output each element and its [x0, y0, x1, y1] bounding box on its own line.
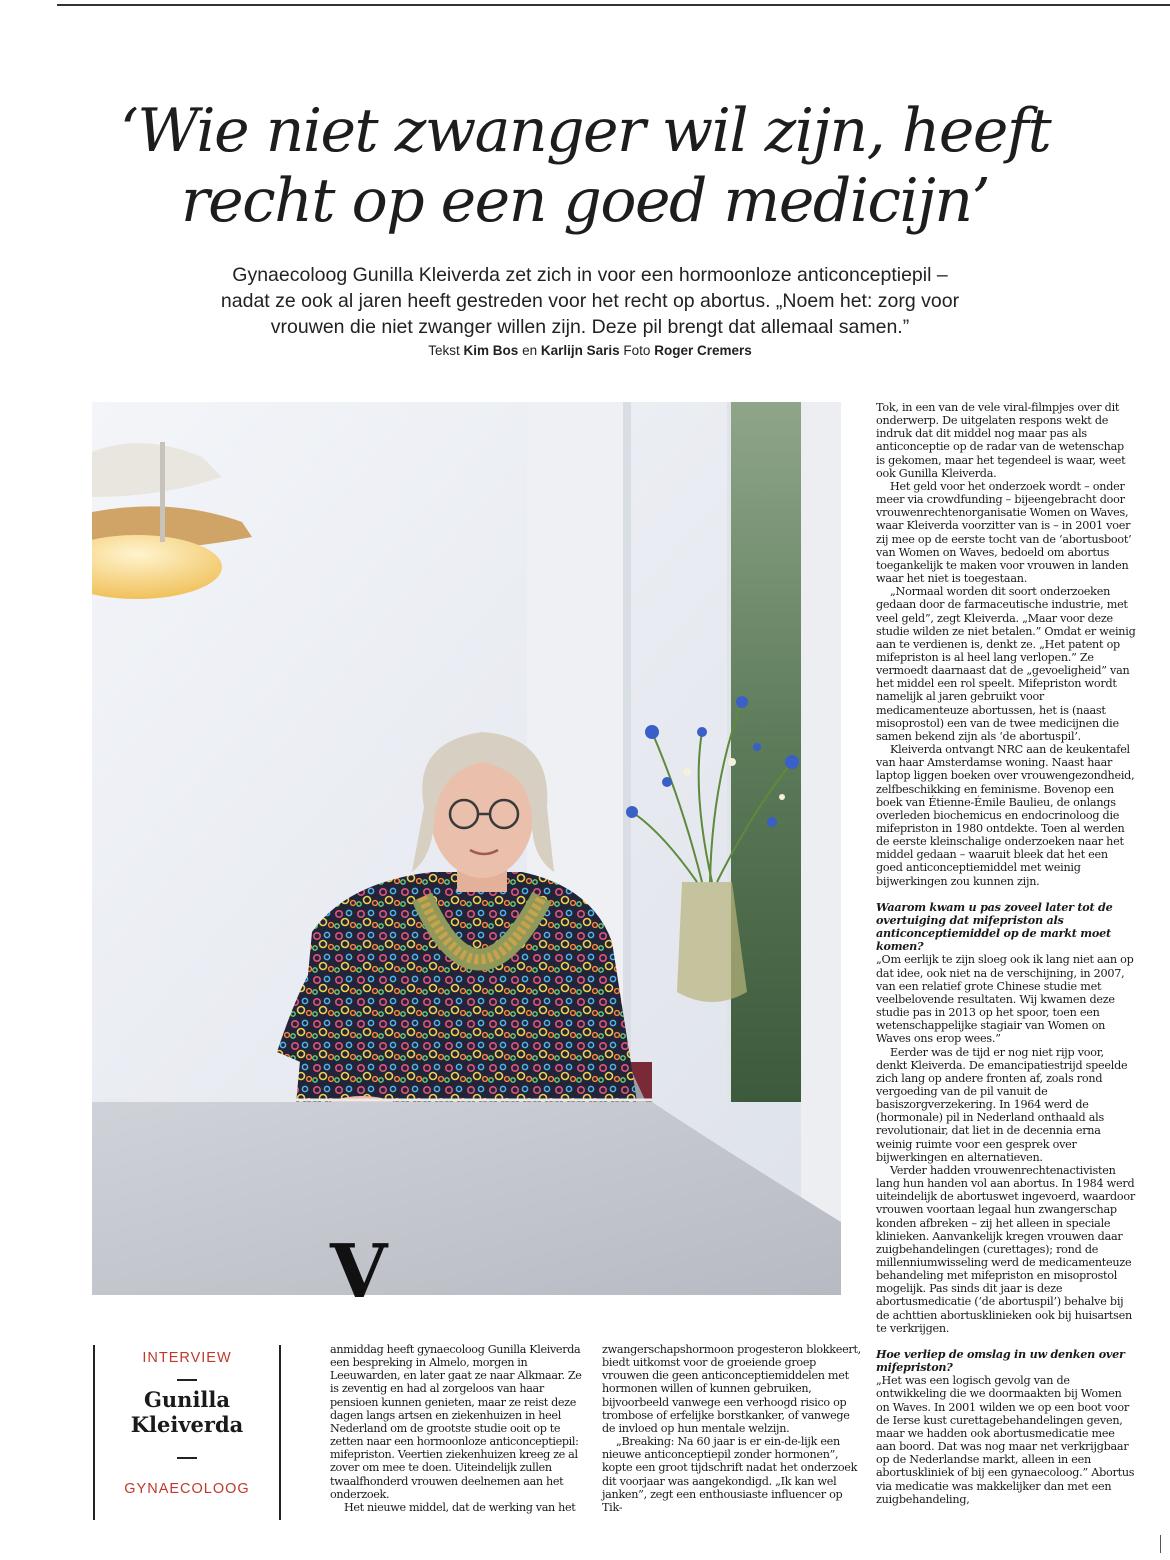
paragraph: Verder hadden vrouwenrechtenactivisten lang hun handen vol aan abortus. In 1984 werd uiteindelijk de abortuswet ingevoerd, waardoor vrouwen voortaan legaal hun zwangerschap konden afbreken – zij het alleen in speciale klinieken. Aanvankelijk kregen vrouwen daar zuigbehandelingen (curettages); rond de millenniumwisseling werd de medicamenteuze behandeling met mifepriston en misoprostol mogelijk. Pas sinds dit jaar is deze abortusmedicatie (‘de abortuspil’) behalve bij de achttien abortusklinieken ook bij huisartsen te verkrijgen. [876, 1163, 1135, 1335]
interview-sidebox [93, 1345, 281, 1520]
byline-photo-label: Foto [623, 343, 651, 358]
sidebox-dash-top [177, 1379, 197, 1381]
byline-text-label: Tekst [428, 343, 460, 358]
portrait-photo [92, 402, 841, 1295]
intro-lead: Gynaecoloog Gunilla Kleiverda zet zich in voor een hormoonloze anticonceptiepil – nadat ze ook al jaren heeft gestreden voor het recht op abortus. „Noem het: zorg voor vrouwen die niet zwanger willen zijn. Deze pil brengt dat allemaal samen.” [220, 264, 960, 338]
paragraph: „Het was een logisch gevolg van de ontwikkeling die we doormaakten bij Women on Waves. In 2001 wilden we op een boot voor de Ierse kust curettagebehandelingen geven, maar we hadden ook abortusmedicatie mee aan boord. Dat was nog maar net verkrijgbaar op de Nederlandse markt, alleen in een abortuskliniek of bij een gynaecoloog.” Abortus via medicatie was makkelijker dan met een zuigbehandeling, [876, 1374, 1135, 1506]
paragraph: „Om eerlijk te zijn sloeg ook ik lang niet aan op dat idee, ook niet na de verschijning, in 2007, van een relatief grote Chinese studie met veelbelovende resultaten. Wij kwamen deze studie pas in 2013 op het spoor, toen een wetenschappelijke stagiair van Women on Waves ons erop wees.” [876, 953, 1134, 1046]
column-1 [330, 1343, 592, 1514]
paragraph: Tok, in een van de vele viral-filmpjes over dit onderwerp. De uitgelaten respons wekt de indruk dat dit middel nog maar pas als anticonceptie op de radar van de wetenschap is gekomen, maar het tegendeel is waar, weet ook Gunilla Kleiverda. [876, 401, 1126, 480]
drop-cap: V [330, 1229, 388, 1315]
byline-photographer: Roger Cremers [654, 343, 752, 358]
column-2 [602, 1343, 865, 1514]
paragraph: anmiddag heeft gynaecoloog Gunilla Kleiverda een bespreking in Almelo, morgen in Leeuwarden, en later gaat ze naar Alkmaar. Ze is zeventig en had al zorgeloos van haar pensioen kunnen genieten, maar ze reist deze dagen langs artsen en ziekenhuizen in heel Nederland om de grootste studie ooit op te zetten naar een hormoonloze anticonceptiepil: mifepriston. Veertien ziekenhuizen kreeg ze al zover om mee te doen. Uiteindelijk zullen twaalfhonderd vrouwen deelnemen aan het onderzoek. [330, 1343, 582, 1501]
paragraph: „Breaking: Na 60 jaar is er ein-de-lijk een nieuwe anticonceptiepil zonder hormonen”, kopte een groot tijdschrift nadat het onderzoek dit voorjaar was aangekondigd. „Ik kan wel janken”, zegt een enthousiaste influencer op Tik- [602, 1435, 858, 1514]
byline-en: en [522, 343, 538, 358]
paragraph: zwangerschapshormoon progesteron blokkeert, biedt uitkomst voor de groeiende groep vrouwen die geen anticonceptiemiddelen met hormonen willen of kunnen gebruiken, bijvoorbeeld vanwege een verhoogd risico op trombose of erfelijke borstkanker, of vanwege de invloed op hun mentale welzijn. [602, 1343, 861, 1435]
sidebox-kicker: INTERVIEW [142, 1350, 232, 1366]
paragraph: Eerder was de tijd er nog niet rijp voor, denkt Kleiverda. De emancipatiestrijd speelde zich lang op andere fronten af, zoals rond vergoeding van de pil vanuit de basiszorgverzekering. In 1964 werd de (hormonale) pil in Nederland onthaald als revolutionair, dat liet in de decennia erna weinig ruimte voor een gesprek over bijwerkingen en alternatieven. [876, 1045, 1128, 1164]
byline-author-2: Karlijn Saris [540, 343, 620, 358]
top-rule [57, 4, 1170, 6]
paragraph: „Normaal worden dit soort onderzoeken gedaan door de farmaceutische industrie, met veel geld”, zegt Kleiverda. „Maar voor deze studie wilden ze niet betalen.” Omdat er weinig aan te verdienen is, denkt ze. „Het patent op mifepriston is al heel lang verlopen.” Ze vermoedt daarnaast dat de „gevoeligheid” van het middel een rol speelt. Mifepriston wordt namelijk al jaren gebruikt voor medicamenteuze abortussen, het is (naast misoprostol) een van de twee medicijnen die samen bekend zijn als ‘de abortuspil’. [876, 585, 1136, 743]
paragraph: Het geld voor het onderzoek wordt – onder meer via crowdfunding – bijeengebracht door vrouwenrechtenorganisatie Women on Waves, waar Kleiverda voorzitter van is – in 2001 voer zij mee op de eerste tocht van de ‘abortusboot’ van Women on Waves, bedoeld om abortus toegankelijk te maken voor vrouwen in landen waar het niet is toegestaan. [876, 479, 1132, 586]
headline: ‘Wie niet zwanger wil zijn, heeft recht op een goed medicijn’ [119, 96, 1051, 236]
paragraph: Kleiverda ontvangt NRC aan de keukentafel van haar Amsterdamse woning. Naast haar laptop liggen boeken over vrouwengezondheid, zelfbeschikking en feminisme. Bovenop een boek van Étienne-Émile Baulieu, de onlangs overleden biochemicus en endocrinoloog die mifepriston in 1980 ontdekte. Toen al werden de eerste kleinschalige onderzoeken naar het middel gedaan – waaruit bleek dat het een goed anticonceptiemiddel met weinig bijwerkingen zou kunnen zijn. [876, 743, 1135, 888]
paragraph: Het nieuwe middel, dat de werking van het [344, 1500, 576, 1514]
sidebox-role: GYNAECOLOOG [124, 1481, 250, 1497]
byline [300, 343, 880, 358]
interview-question: Waarom kwam u pas zoveel later tot de overtuiging dat mifepriston als anticonceptiemiddel op de markt moet komen? [876, 899, 1113, 954]
interview-question: Hoe verliep de omslag in uw denken over mifepriston? [876, 1346, 1125, 1375]
sidebox-name: Gunilla Kleiverda [130, 1387, 244, 1437]
sidebox-dash-bottom [177, 1457, 197, 1459]
byline-author-1: Kim Bos [463, 343, 519, 358]
column-3 [876, 401, 1136, 1506]
page-edge-mark [1160, 1535, 1161, 1553]
